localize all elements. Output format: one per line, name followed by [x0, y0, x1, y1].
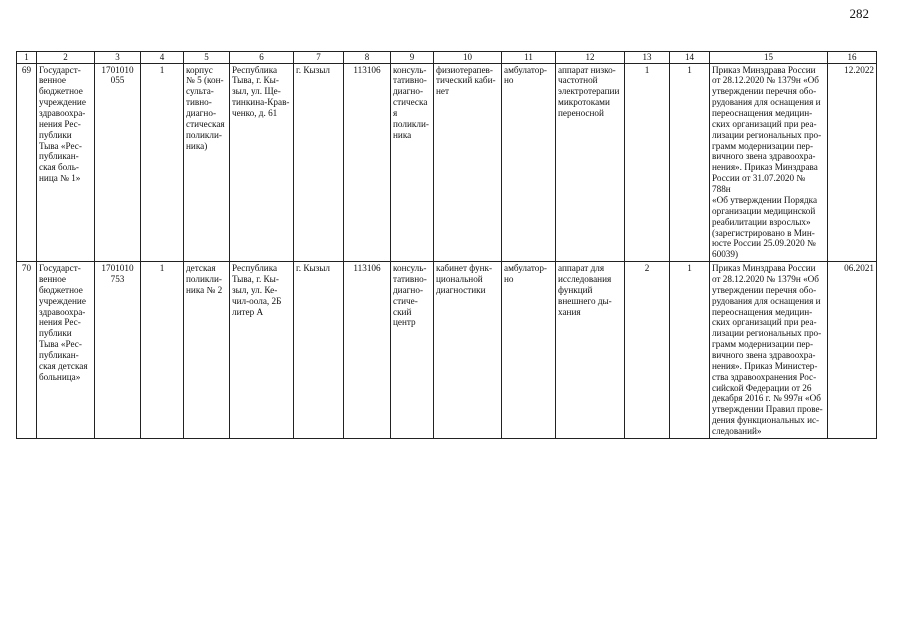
row-number: 70	[17, 262, 37, 439]
col4-value: 1	[141, 262, 184, 439]
column-number: 13	[625, 52, 670, 64]
code-value: 113106	[344, 262, 391, 439]
room-name: физиотерапев- тический каби- нет	[434, 63, 502, 261]
column-number: 14	[670, 52, 710, 64]
column-number: 9	[391, 52, 434, 64]
subdivision-name: корпус № 5 (кон- сульта- тивно- диагно- стическая поликли- ника)	[184, 63, 230, 261]
address: Республика Тыва, г. Кы- зыл, ул. Ще- тинкина-Крав- ченко, д. 61	[230, 63, 294, 261]
room-name: кабинет функ- циональной диагностики	[434, 262, 502, 439]
care-conditions: амбулатор- но	[502, 262, 556, 439]
quantity: 2	[625, 262, 670, 439]
city: г. Кызыл	[294, 63, 344, 261]
organization-name: Государст- венное бюджетное учреждение здравоохра- нения Рес- публики Тыва «Рес- публикан- ская детская больница»	[37, 262, 95, 439]
column-number: 4	[141, 52, 184, 64]
column-number: 3	[95, 52, 141, 64]
column-number: 11	[502, 52, 556, 64]
address: Республика Тыва, г. Кы- зыл, ул. Ке- чил-оола, 2Б литер А	[230, 262, 294, 439]
column-number: 15	[710, 52, 828, 64]
table-row	[17, 63, 877, 261]
organization-name: Государст- венное бюджетное учреждение здравоохра- нения Рес- публики Тыва «Рес- публикан- ская боль- ница № 1»	[37, 63, 95, 261]
column-number: 7	[294, 52, 344, 64]
deadline: 06.2021	[828, 262, 877, 439]
column-number: 5	[184, 52, 230, 64]
organization-code: 1701010 753	[95, 262, 141, 439]
col4-value: 1	[141, 63, 184, 261]
equipment-name: аппарат для исследования функций внешнего ды- хания	[556, 262, 625, 439]
quantity-2: 1	[670, 63, 710, 261]
table-row	[17, 262, 877, 439]
care-conditions: амбулатор- но	[502, 63, 556, 261]
column-number: 1	[17, 52, 37, 64]
column-number: 2	[37, 52, 95, 64]
row-number: 69	[17, 63, 37, 261]
legal-basis: Приказ Минздрава России от 28.12.2020 № 1379н «Об утверждении перечня обо- рудования для оснащения и переоснащения медицин- ских организаций при реа- лизации региональных про- грамм модернизации пер- вичного звена здравоохра- нения». Приказ Министер- ства здравоохранения Рос- сийской Федерации от 26 декабря 2016 г. № 997н «Об утверждении Правил прове- дения функциональных ис- следований»	[710, 262, 828, 439]
column-number-row	[17, 52, 877, 64]
city: г. Кызыл	[294, 262, 344, 439]
organization-code: 1701010 055	[95, 63, 141, 261]
column-number: 8	[344, 52, 391, 64]
column-number: 16	[828, 52, 877, 64]
unit-type: консуль- тативно- диагно- стическая поликли- ника	[391, 63, 434, 261]
quantity: 1	[625, 63, 670, 261]
equipment-table	[16, 51, 877, 439]
column-number: 10	[434, 52, 502, 64]
unit-type: консуль- тативно- диагно- стиче- ский центр	[391, 262, 434, 439]
legal-basis: Приказ Минздрава России от 28.12.2020 № 1379н «Об утверждении перечня обо- рудования для оснащения и переоснащения медицин- ских организаций при реа- лизации региональных про- грамм модернизации пер- вичного звена здравоохра- нения». Приказ Минздрава России от 31.07.2020 № 788н «Об утверждении Порядка организации медицинской реабилитации взрослых» (зарегистрировано в Мин- юсте России 25.09.2020 № 60039)	[710, 63, 828, 261]
column-number: 12	[556, 52, 625, 64]
quantity-2: 1	[670, 262, 710, 439]
code-value: 113106	[344, 63, 391, 261]
subdivision-name: детская поликли- ника № 2	[184, 262, 230, 439]
column-number: 6	[230, 52, 294, 64]
equipment-name: аппарат низко- частотной электротерапии микротоками переносной	[556, 63, 625, 261]
page-number: 282	[849, 6, 869, 21]
deadline: 12.2022	[828, 63, 877, 261]
